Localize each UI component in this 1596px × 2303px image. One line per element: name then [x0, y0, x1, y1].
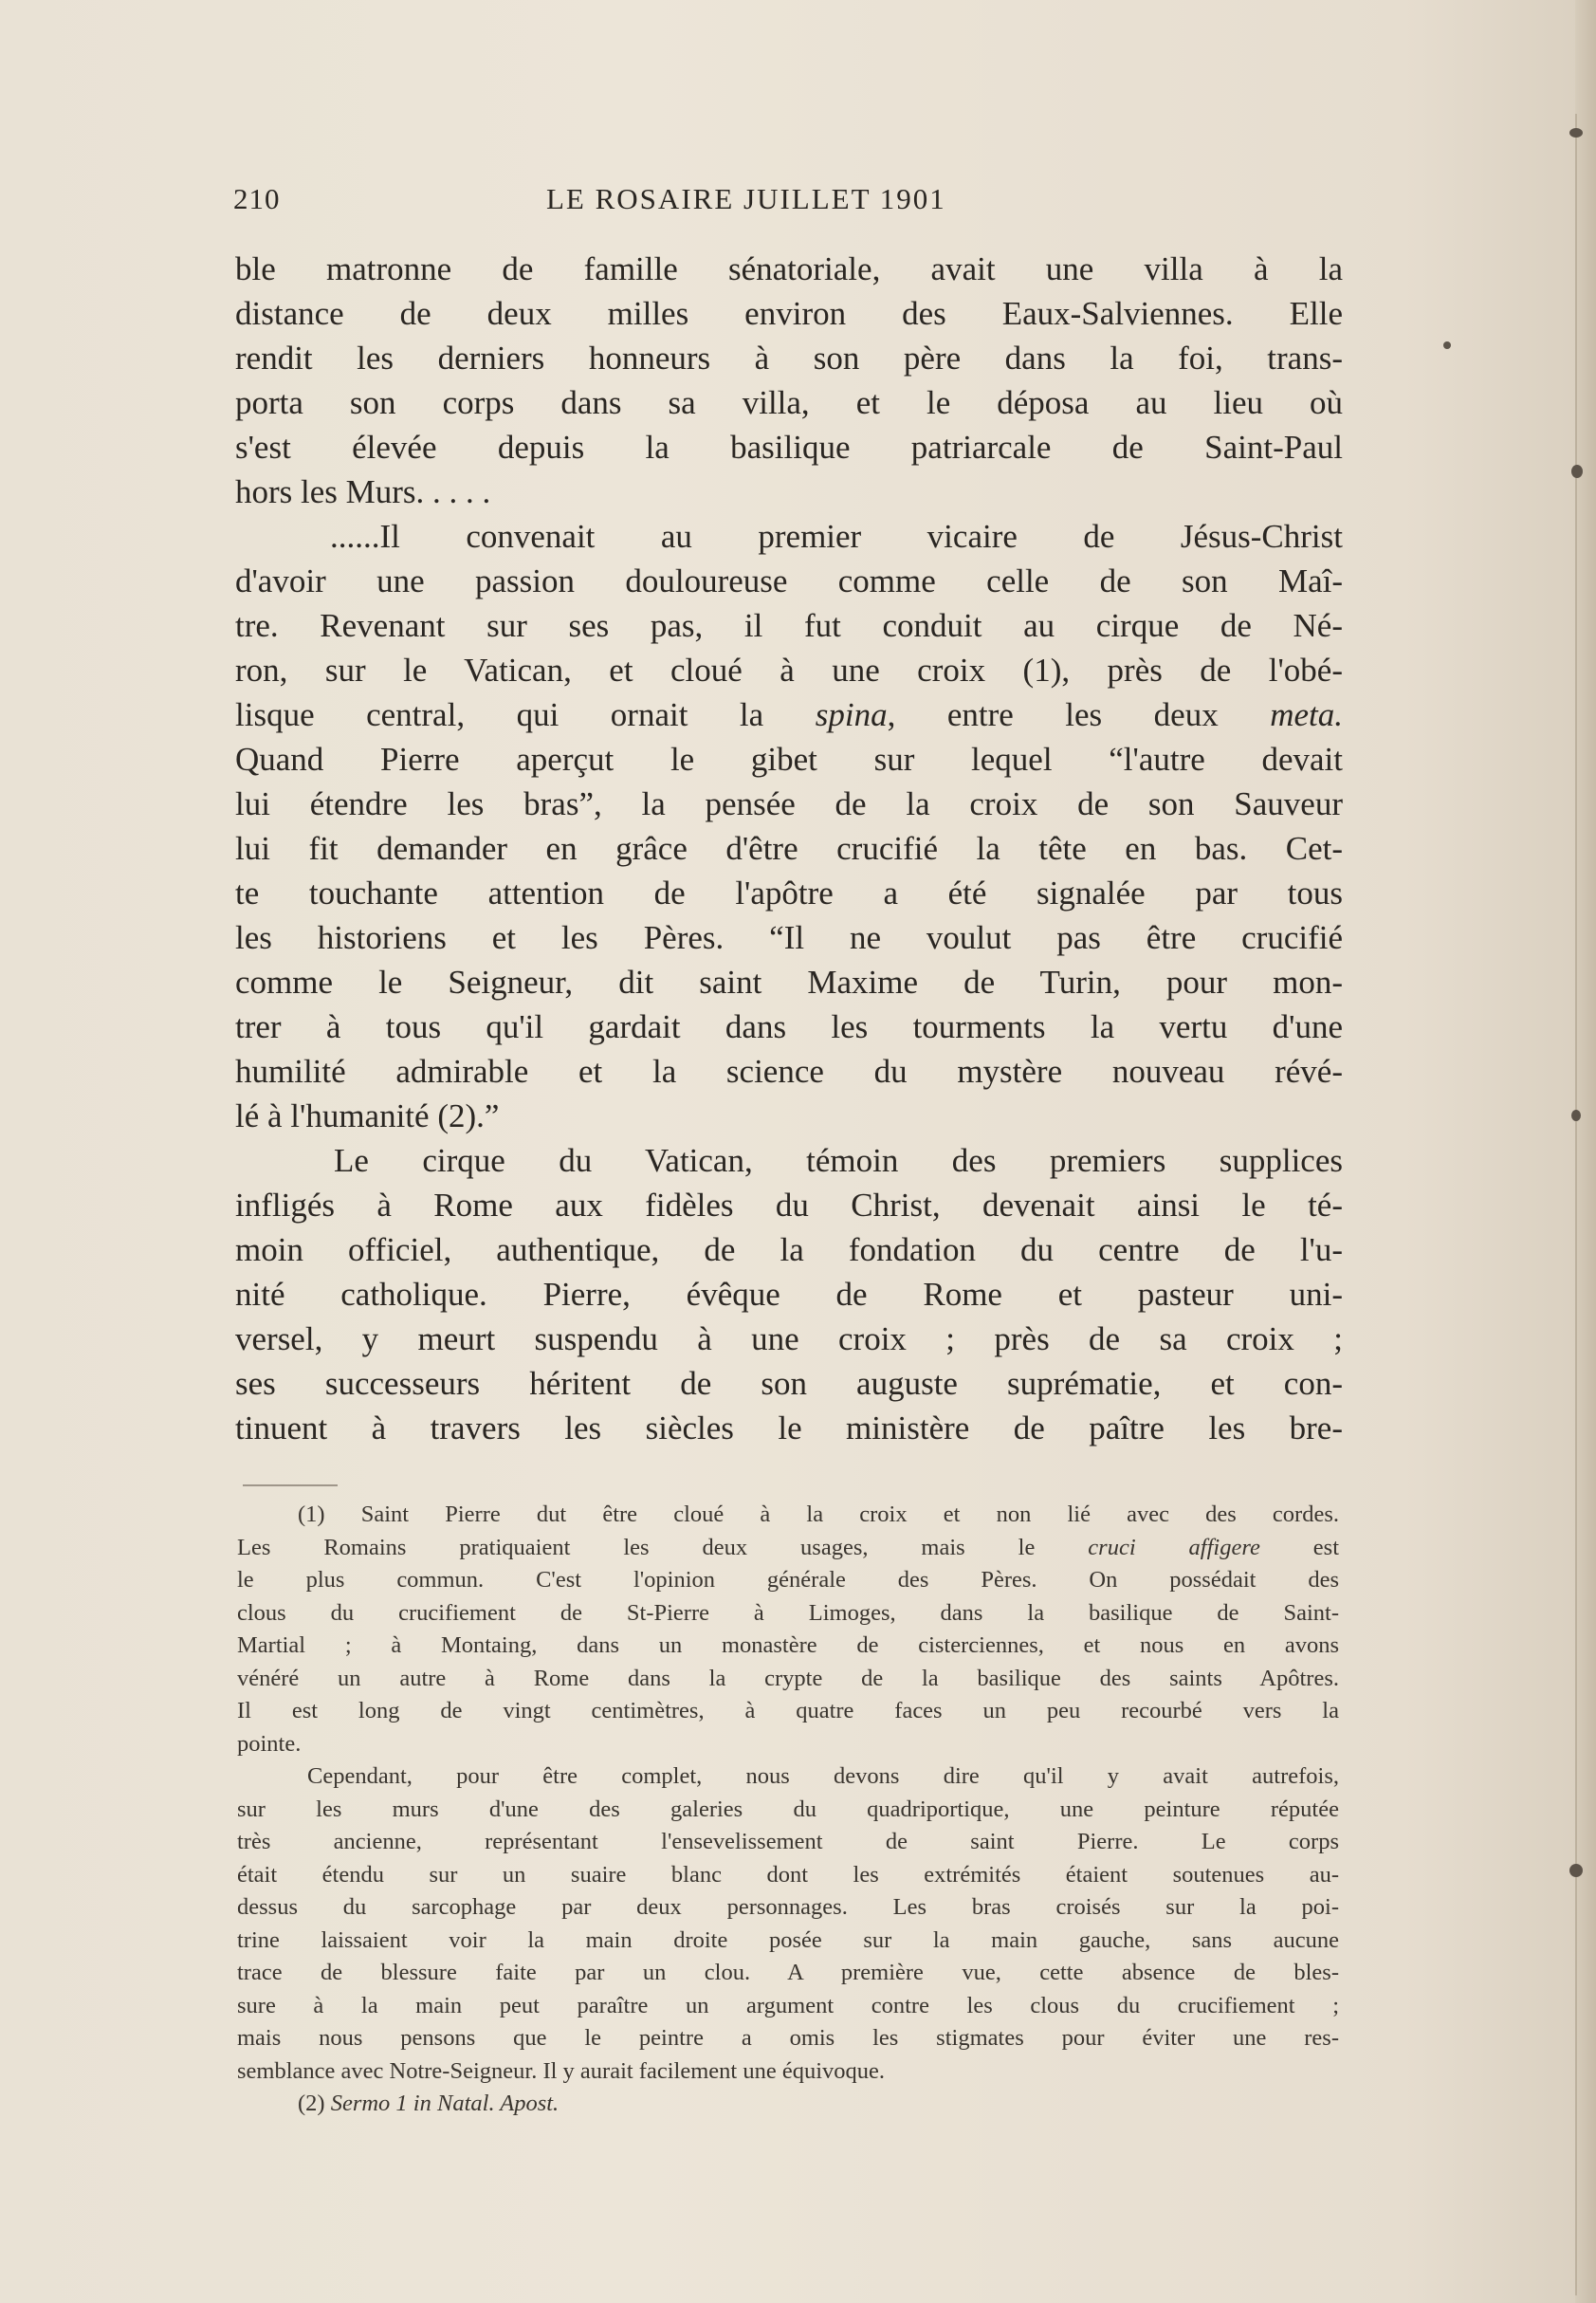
footnote-line: trine laissaient voir la main droite posée sur la main gauche, sans aucune: [237, 1926, 1339, 1953]
ink-speck: [1571, 465, 1583, 478]
footnote-line: Cependant, pour être complet, nous devons dire qu'il y avait autrefois,: [307, 1763, 1339, 1789]
text-line: infligés à Rome aux fidèles du Christ, devenait ainsi le té-: [235, 1187, 1343, 1224]
text-line: lé à l'humanité (2).”: [235, 1097, 500, 1134]
footnote-line: Martial ; à Montaing, dans un monastère de cisterciennes, et nous en avons: [237, 1632, 1339, 1658]
footnote-line: (1) Saint Pierre dut être cloué à la croix et non lié avec des cordes.: [298, 1502, 1339, 1527]
text-line: ses successeurs héritent de son auguste suprématie, et con-: [235, 1365, 1343, 1402]
text-line: s'est élevée depuis la basilique patriarcale de Saint-Paul: [235, 429, 1343, 466]
footnote-line: semblance avec Notre-Seigneur. Il y aurait facilement une équivoque.: [237, 2057, 885, 2084]
footnote-line: le plus commun. C'est l'opinion générale des Pères. On possédait des: [237, 1567, 1339, 1593]
footnote-line: sure à la main peut paraître un argument contre les clous du crucifiement ;: [237, 1992, 1339, 2018]
text-segment: Les Romains pratiquaient les deux usages, mais le: [237, 1534, 1036, 1560]
text-line: ......Il convenait au premier vicaire de Jésus-Christ: [330, 518, 1343, 555]
ink-speck: [1443, 341, 1451, 349]
text-line: ble matronne de famille sénatoriale, avait une villa à la: [235, 250, 1343, 287]
main-text: [235, 247, 1343, 1450]
text-segment: lisque central, qui ornait la: [235, 696, 764, 733]
text-line: nité catholique. Pierre, évêque de Rome et pasteur uni-: [235, 1276, 1343, 1313]
text-line: Quand Pierre aperçut le gibet sur lequel “l'autre devait: [235, 741, 1343, 778]
text-segment: est: [1259, 1534, 1340, 1560]
text-line: les historiens et les Pères. “Il ne voulut pas être crucifié: [235, 919, 1343, 956]
text-line: versel, y meurt suspendu à une croix ; près de sa croix ;: [235, 1320, 1343, 1357]
text-segment: , entre les deux: [887, 696, 1219, 733]
page-number: 210: [233, 182, 281, 215]
ink-speck: [1571, 1110, 1581, 1121]
text-line: distance de deux milles environ des Eaux-Salviennes. Elle: [235, 295, 1343, 332]
text-line: lui étendre les bras”, la pensée de la croix de son Sauveur: [235, 785, 1343, 822]
italic-term: cruci affigere: [1088, 1534, 1260, 1560]
footnote-line: très ancienne, représentant l'ensevelissement de saint Pierre. Le corps: [237, 1829, 1339, 1854]
text-line: moin officiel, authentique, de la fondation du centre de l'u-: [235, 1231, 1343, 1268]
text-line: porta son corps dans sa villa, et le déposa au lieu où: [235, 384, 1343, 421]
page-header: [233, 182, 1020, 220]
text-line: lui fit demander en grâce d'être crucifié la tête en bas. Cet-: [235, 830, 1343, 867]
ink-speck: [1569, 1864, 1583, 1877]
footnote-line: [237, 1532, 1339, 1565]
text-line: te touchante attention de l'apôtre a été signalée par tous: [235, 875, 1343, 912]
footnote-line: Il est long de vingt centimètres, à quatre faces un peu recourbé vers la: [237, 1698, 1339, 1723]
text-line: ron, sur le Vatican, et cloué à une croix (1), près de l'obé-: [235, 652, 1343, 689]
page-edge: [1575, 0, 1596, 2303]
footnote-line: sur les murs d'une des galeries du quadriportique, une peinture réputée: [237, 1796, 1339, 1822]
text-line: trer à tous qu'il gardait dans les tourments la vertu d'une: [235, 1008, 1343, 1045]
footnote-line: pointe.: [237, 1730, 302, 1757]
text-line: comme le Seigneur, dit saint Maxime de Turin, pour mon-: [235, 964, 1343, 1001]
page-edge-line: [1575, 114, 1577, 2295]
text-line: Le cirque du Vatican, témoin des premiers supplices: [334, 1142, 1343, 1179]
text-line: [235, 692, 1343, 737]
text-line: tre. Revenant sur ses pas, il fut conduit au cirque de Né-: [235, 607, 1343, 644]
footnote-line: mais nous pensons que le peintre a omis les stigmates pour éviter une res-: [237, 2025, 1339, 2051]
footnote-line: dessus du sarcophage par deux personnages. Les bras croisés sur la poi-: [237, 1894, 1339, 1920]
footnote-line: était étendu sur un suaire blanc dont les extrémités étaient soutenues au-: [237, 1861, 1339, 1888]
footnote-line: trace de blessure faite par un clou. A première vue, cette absence de bles-: [237, 1960, 1339, 1985]
footnote-rule: [243, 1484, 338, 1486]
text-line: rendit les derniers honneurs à son père dans la foi, trans-: [235, 340, 1343, 377]
text-line: hors les Murs. . . . .: [235, 473, 491, 510]
italic-citation: Sermo 1 in Natal. Apost.: [330, 2091, 560, 2116]
footnote-line: vénéré un autre à Rome dans la crypte de la basilique des saints Apôtres.: [237, 1665, 1339, 1691]
ink-speck: [1569, 128, 1583, 138]
running-title: LE ROSAIRE JUILLET 1901: [546, 182, 946, 215]
footnotes: [237, 1499, 1339, 2121]
text-line: humilité admirable et la science du mystère nouveau révé-: [235, 1053, 1343, 1090]
italic-term: spina: [815, 696, 888, 733]
text-line: tinuent à travers les siècles le ministère de paître les bre-: [235, 1409, 1343, 1446]
footnote-marker: (2): [298, 2091, 325, 2116]
italic-term: meta.: [1270, 696, 1344, 733]
footnote-line: [237, 2088, 1339, 2121]
text-line: d'avoir une passion douloureuse comme celle de son Maî-: [235, 562, 1343, 599]
footnote-line: clous du crucifiement de St-Pierre à Limoges, dans la basilique de Saint-: [237, 1599, 1339, 1626]
